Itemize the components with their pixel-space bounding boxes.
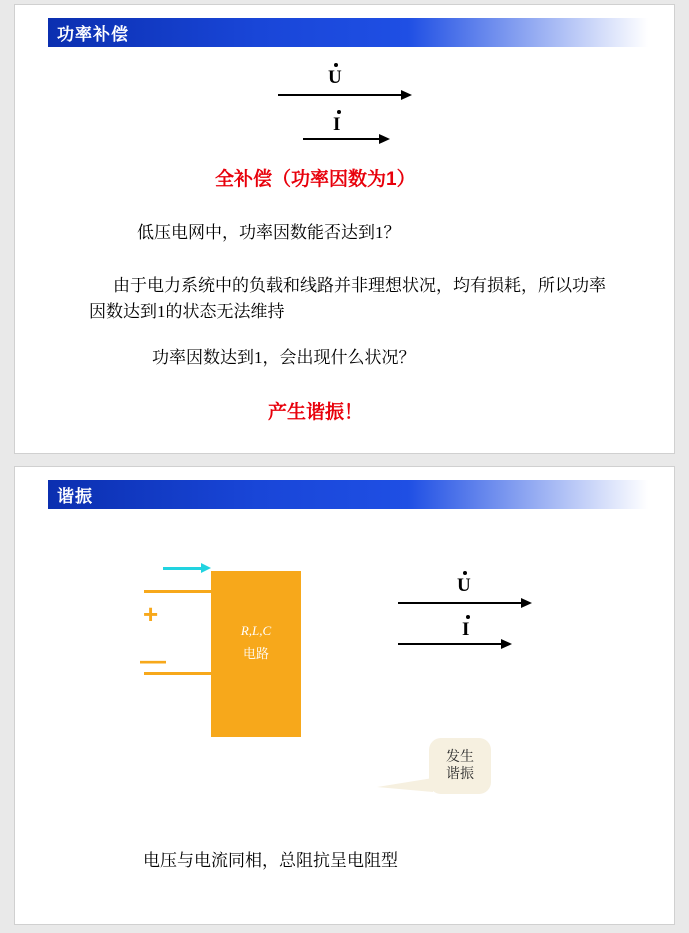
rlc-circuit-block (211, 571, 301, 737)
callout-tail (377, 778, 433, 792)
voltage-arrow-head (521, 598, 532, 608)
question-what-happens: 功率因数达到1，会出现什么状况？ (152, 348, 416, 367)
conclusion-resonance: 产生谐振！ (268, 402, 364, 423)
callout-line-1: 发生 (446, 749, 474, 765)
voltage-symbol: U (457, 575, 471, 596)
current-arrow-line (398, 643, 503, 645)
current-symbol: I (462, 619, 470, 640)
question-low-voltage: 低压电网中，功率因数能否达到1？ (137, 223, 401, 242)
circuit-top-lead (144, 590, 212, 593)
voltage-arrow-line (278, 94, 403, 96)
terminal-plus: + (143, 599, 159, 629)
rlc-label-text: 电路 (242, 646, 269, 661)
current-direction-arrow (201, 563, 211, 573)
voltage-symbol: U (328, 67, 342, 88)
slide-title-bar (48, 18, 648, 47)
voltage-arrow-head (401, 90, 412, 100)
voltage-arrow-line (398, 602, 523, 604)
rlc-label-symbols: R,L,C (240, 623, 272, 638)
resonance-callout (429, 738, 491, 794)
current-direction-line (163, 567, 203, 570)
current-arrow-head (501, 639, 512, 649)
current-arrow-line (303, 138, 381, 140)
slide-title: 谐振 (57, 487, 93, 506)
slide-title-bar (48, 480, 648, 509)
slide-power-compensation (14, 4, 675, 454)
current-arrow-head (379, 134, 390, 144)
callout-line-2: 谐振 (446, 767, 474, 782)
current-symbol: I (333, 114, 341, 135)
resonance-caption: 电压与电流同相，总阻抗呈电阻型 (143, 851, 398, 870)
full-compensation-label: 全补偿（功率因数为1） (215, 169, 416, 190)
terminal-minus: — (140, 645, 166, 675)
slide-title: 功率补偿 (57, 25, 129, 44)
explanation-losses: 由于电力系统中的负载和线路并非理想状况，均有损耗，所以功率因数达到1的状态无法维持 (89, 276, 606, 322)
slide-resonance (14, 466, 675, 925)
